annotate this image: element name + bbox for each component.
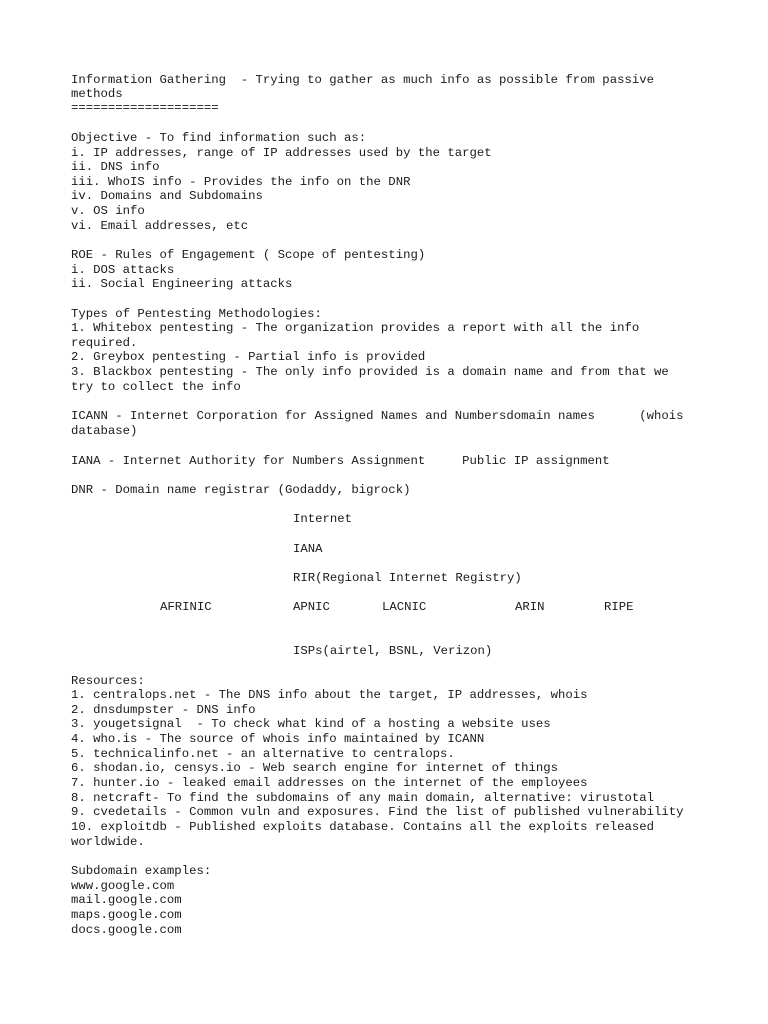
title-underline: ====================	[71, 101, 219, 115]
resource-item: 5. technicalinfo.net - an alternative to centralops.	[71, 747, 455, 761]
roe-item: ii. Social Engineering attacks	[71, 277, 293, 291]
subdomain-item: maps.google.com	[71, 908, 182, 922]
document-title: Information Gathering - Trying to gather as much info as possible from passive	[71, 73, 654, 87]
registry-lacnic: LACNIC	[382, 600, 427, 614]
icann-line-wrap: database)	[71, 424, 138, 438]
subdomain-item: docs.google.com	[71, 923, 182, 937]
resource-item: 4. who.is - The source of whois info maintained by ICANN	[71, 732, 485, 746]
methodology-line: 3. Blackbox pentesting - The only info provided is a domain name and from that we	[71, 365, 669, 379]
registry-afrinic: AFRINIC	[160, 600, 212, 614]
objective-heading: Objective - To find information such as:	[71, 131, 367, 145]
methodology-line: required.	[71, 336, 138, 350]
objective-item: ii. DNS info	[71, 160, 160, 174]
resource-item: 3. yougetsignal - To check what kind of a hosting a website uses	[71, 717, 551, 731]
hierarchy-internet: Internet	[293, 512, 353, 526]
hierarchy-isps: ISPs(airtel, BSNL, Verizon)	[293, 644, 493, 658]
resource-item: 1. centralops.net - The DNS info about the target, IP addresses, whois	[71, 688, 588, 702]
objective-item: iv. Domains and Subdomains	[71, 189, 263, 203]
objective-item: vi. Email addresses, etc	[71, 219, 249, 233]
objective-item: iii. WhoIS info - Provides the info on the DNR	[71, 175, 411, 189]
icann-line: ICANN - Internet Corporation for Assigned Names and Numbersdomain names (whois	[71, 409, 684, 423]
registry-arin: ARIN	[515, 600, 545, 614]
methodology-line: 2. Greybox pentesting - Partial info is provided	[71, 350, 426, 364]
document-title-wrap: methods	[71, 87, 123, 101]
methodology-line: 1. Whitebox pentesting - The organization provides a report with all the info	[71, 321, 640, 335]
resources-heading: Resources:	[71, 674, 145, 688]
roe-item: i. DOS attacks	[71, 263, 175, 277]
registry-apnic: APNIC	[293, 600, 330, 614]
subdomain-item: mail.google.com	[71, 893, 182, 907]
roe-heading: ROE - Rules of Engagement ( Scope of pentesting)	[71, 248, 426, 262]
resource-item: 10. exploitdb - Published exploits database. Contains all the exploits released	[71, 820, 654, 834]
subdomain-item: www.google.com	[71, 879, 175, 893]
resource-item: 2. dnsdumpster - DNS info	[71, 703, 256, 717]
resource-item: 7. hunter.io - leaked email addresses on the internet of the employees	[71, 776, 588, 790]
dnr-line: DNR - Domain name registrar (Godaddy, bigrock)	[71, 483, 411, 497]
objective-item: i. IP addresses, range of IP addresses used by the target	[71, 146, 492, 160]
iana-line: IANA - Internet Authority for Numbers Assignment Public IP assignment	[71, 454, 610, 468]
resource-item: 8. netcraft- To find the subdomains of any main domain, alternative: virustotal	[71, 791, 654, 805]
resource-item: 9. cvedetails - Common vuln and exposures. Find the list of published vulnerability	[71, 805, 684, 819]
resource-item: 6. shodan.io, censys.io - Web search engine for internet of things	[71, 761, 559, 775]
hierarchy-iana: IANA	[293, 542, 323, 556]
resource-item: worldwide.	[71, 835, 145, 849]
registry-ripe: RIPE	[604, 600, 634, 614]
objective-item: v. OS info	[71, 204, 145, 218]
methodology-line: try to collect the info	[71, 380, 241, 394]
methodologies-heading: Types of Pentesting Methodologies:	[71, 307, 322, 321]
subdomains-heading: Subdomain examples:	[71, 864, 212, 878]
hierarchy-rir: RIR(Regional Internet Registry)	[293, 571, 522, 585]
